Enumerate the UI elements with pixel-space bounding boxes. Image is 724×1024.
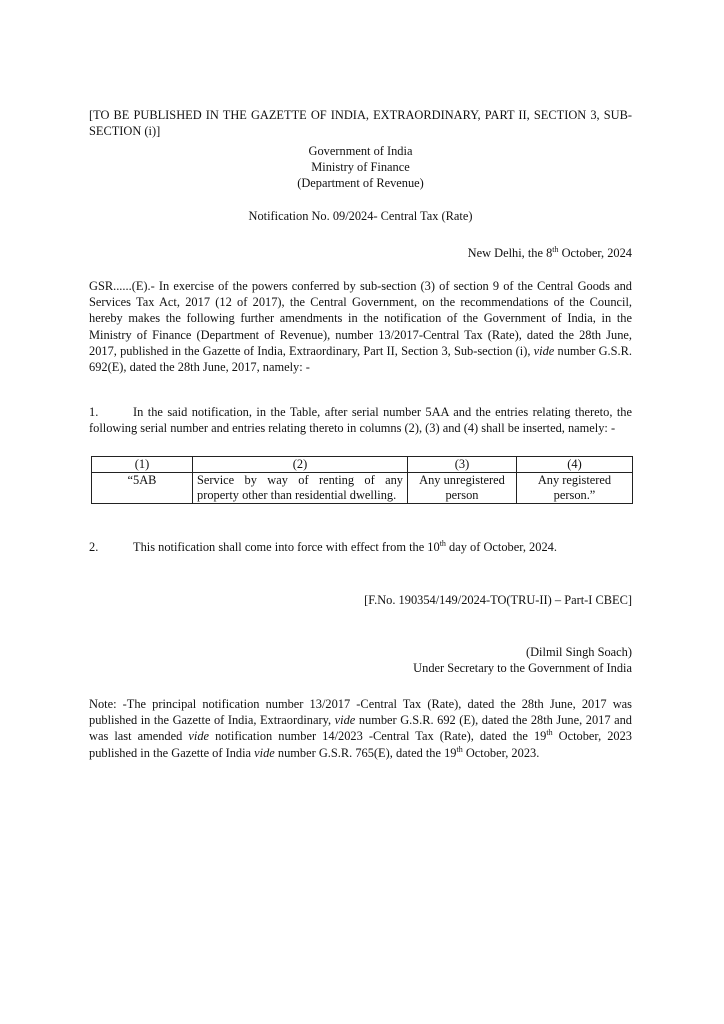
cell-recipient: Any registered person.” <box>517 473 633 504</box>
note-vide-2: vide <box>188 729 210 744</box>
gazette-heading-text: [TO BE PUBLISHED IN THE GAZETTE OF INDIA, EXTRAORDINARY, PART II, SECTION 3, SUB-SECTION (i)] <box>89 108 632 139</box>
department-line: (Department of Revenue) <box>297 176 424 191</box>
file-number: [F.No. 190354/149/2024-TO(TRU-II) – Part-I CBEC] <box>364 593 632 607</box>
paragraph-1-number: 1. <box>89 405 99 419</box>
paragraph-2-suffix: day of October, 2024. <box>445 540 557 554</box>
paragraph-2 <box>89 539 632 555</box>
note-sup-1: th <box>546 728 553 738</box>
preamble-text-2: number G.S.R. 692(E), dated the 28th June, 2017, namely: - <box>89 343 632 375</box>
note-sup-2: th <box>456 744 463 754</box>
paragraph-2-text: This notification shall come into force with effect from the 10 <box>133 540 440 554</box>
table-header-row <box>92 457 633 473</box>
preamble-vide: vide <box>533 343 555 358</box>
notification-number: Notification No. 09/2024- Central Tax (Rate) <box>248 209 473 223</box>
note-text-1: Note: -The principal notification number 13/2017 -Central Tax (Rate), dated the 28th June, 2017 was published in the Gazette of India, Extraordinary, <box>89 697 632 728</box>
note-paragraph <box>89 696 632 761</box>
note-text-4: October, 2023 published in the Gazette of India <box>89 729 633 760</box>
col-header-2: (2) <box>193 457 408 473</box>
table-row <box>92 473 633 504</box>
note-vide-1: vide <box>334 713 356 728</box>
cell-serial: “5AB <box>92 473 193 504</box>
note-vide-3: vide <box>254 745 275 760</box>
cell-description: Service by way of renting of any property other than residential dwelling. <box>193 473 408 504</box>
paragraph-2-sup: th <box>439 538 446 548</box>
ministry-line: Ministry of Finance <box>311 160 410 175</box>
place-and-date <box>89 245 632 261</box>
signatory-designation: Under Secretary to the Government of India <box>413 661 632 676</box>
paragraph-2-number: 2. <box>89 540 99 554</box>
paragraph-1 <box>89 404 632 436</box>
col-header-1: (1) <box>92 457 193 473</box>
gazette-heading <box>89 107 632 139</box>
government-line: Government of India <box>308 144 413 158</box>
amendment-table <box>91 456 633 504</box>
cell-supplier: Any unregistered person <box>408 473 517 504</box>
note-text-3: notification number 14/2023 -Central Tax (Rate), dated the 19 <box>209 729 547 744</box>
date-sup: th <box>552 244 559 254</box>
preamble-paragraph <box>89 278 632 375</box>
date-prefix: New Delhi, the 8 <box>467 246 553 260</box>
col-header-3: (3) <box>408 457 517 473</box>
preamble-text-1: GSR......(E).- In exercise of the powers conferred by sub-section (3) of section 9 of the Central Goods and Services Tax Act, 2017 (12 of 2017), the Central Government, on the recommendations of the Council, hereby makes the following further amendments in the notification of the Government of India, in the Ministry of Finance (Department of Revenue), number 13/2017-Central Tax (Rate), dated the 28th June, 2017, published in the Gazette of India, Extraordinary, Part II, Section 3, Sub-section (i), <box>89 279 632 358</box>
signatory-block <box>89 644 632 676</box>
issuing-authority <box>89 143 632 192</box>
paragraph-1-text: In the said notification, in the Table, after serial number 5AA and the entries relating thereto, the following serial number and entries relating thereto in columns (2), (3) and (4) shall be inserted, namely: - <box>89 405 632 436</box>
col-header-4: (4) <box>517 457 633 473</box>
date-suffix: October, 2024 <box>558 246 632 260</box>
note-text-5: number G.S.R. 765(E), dated the 19 <box>274 745 457 760</box>
note-text-6: October, 2023. <box>462 745 540 760</box>
note-text-2: number G.S.R. 692 (E), dated the 28th June, 2017 and was last amended <box>89 713 632 744</box>
signatory-name: (Dilmil Singh Soach) <box>525 645 632 659</box>
